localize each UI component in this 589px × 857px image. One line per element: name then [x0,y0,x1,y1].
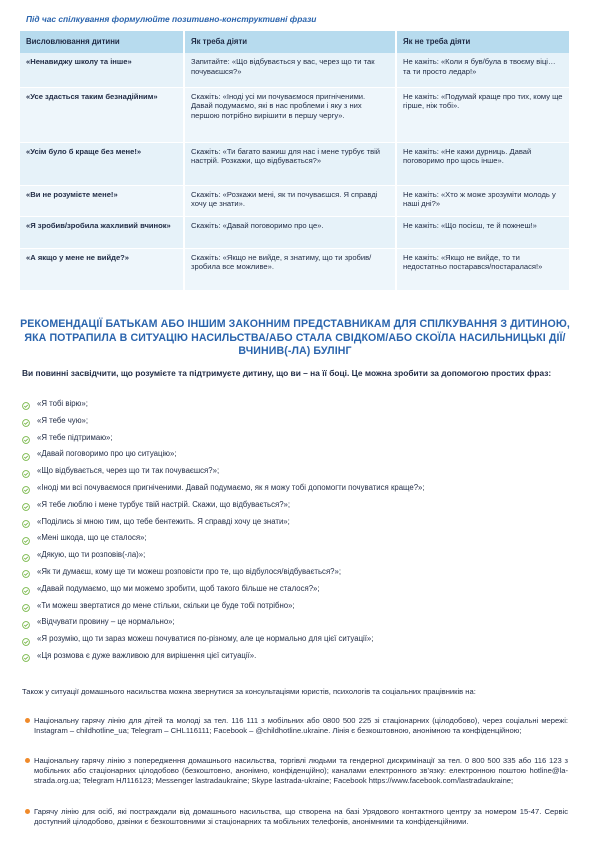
phrase-text: «Відчувати провину – це нормально»; [37,617,175,627]
table-header-row [20,31,570,53]
check-circle-icon [22,417,30,425]
table-row [20,248,570,290]
phrase-text: «Іноді ми всі почуваємося пригніченими. Давай подумаємо, як я можу тобі допомогти почуватися краще?»; [37,482,425,492]
table-row [20,87,570,142]
check-circle-icon [22,552,30,560]
hotline-text: Гарячу лінію для осіб, які постраждали від домашнього насильства, що створена на базі Урядового контактного центру за номером 15-47. Сервіс доступний цілодобово, дзвінки є безкоштовними зі стаціонарних та мобільних телефонів, анонімними та конфіденційними. [34,807,568,826]
phrases-table [20,31,571,291]
list-item [22,581,570,598]
how-not-to-act-cell: Не кажіть: «Що посієш, те й пожнеш!» [396,216,570,248]
check-circle-icon [22,400,30,408]
list-item [22,396,570,413]
how-not-to-act-cell: Не кажіть: «Коли я був/була в твоєму віці… та ти просто ледар!» [396,53,570,87]
list-item [22,497,570,514]
check-circle-icon [22,468,30,476]
list-item [22,614,570,631]
check-circle-icon [22,652,30,660]
lead-paragraph: Ви повинні засвідчити, що розумієте та підтримуєте дитину, що ви – на її боці. Це можна зробити за допомогою простих фраз: [22,368,552,378]
child-statement-cell: «Ви не розумієте мене!» [20,185,184,216]
check-circle-icon [22,585,30,593]
phrase-text: «Давай поговоримо про цю ситуацію»; [37,449,177,459]
how-to-act-cell: Запитайте: «Що відбувається у вас, через що ти так почуваєшся?» [184,53,396,87]
list-item [22,631,570,648]
header-child-statement: Висловлювання дитини [20,31,184,53]
recommendations-title: РЕКОМЕНДАЦІЇ БАТЬКАМ АБО ІНШИМ ЗАКОННИМ ПРЕДСТАВНИКАМ ДЛЯ СПІЛКУВАННЯ З ДИТИНОЮ, ЯКА ПОТРАПИЛА В СИТУАЦІЮ НАСИЛЬСТВА/АБО СТАЛА СВІДКОМ/АБО СКОЇЛА НАСИЛЬНИЦЬКІ ДІЇ/ВЧИНИВ(-ЛА) БУЛІНГ [20,318,570,358]
child-statement-cell: «Усім було б краще без мене!» [20,142,184,185]
how-to-act-cell: Скажіть: «Давай поговоримо про це». [184,216,396,248]
hotline-text: Національну гарячу лінію для дітей та молоді за тел. 116 111 з мобільних або 0800 500 225 зі стаціонарних (цілодобово), через соціальні мережі: Instagram – childhotline_ua; Telegram – CHL116111; Facebook – @childhotline.ukraine. Лінія є безкоштовною, анонімною та конфіденційною; [34,716,568,735]
table-row [20,185,570,216]
phrase-text: «Ця розмова є дуже важливою для вирішення цієї ситуації». [37,650,257,660]
phrase-text: «Дякую, що ти розповів(-ла)»; [37,550,146,560]
hotline-item [34,716,568,736]
list-item [22,446,570,463]
how-not-to-act-cell: Не кажіть: «Хто ж може зрозуміти молодь у наші дні?» [396,185,570,216]
also-paragraph: Також у ситуації домашнього насильства можна звернутися за консультаціями юристів, психологів та соціальних працівників на: [22,687,476,696]
check-circle-icon [22,451,30,459]
header-how-to-act: Як треба діяти [184,31,396,53]
list-item [22,413,570,430]
how-not-to-act-cell: Не кажіть: «Не кажи дурниць. Давай поговоримо про щось інше». [396,142,570,185]
phrase-list [22,396,570,665]
check-circle-icon [22,602,30,610]
list-item [22,430,570,447]
how-to-act-cell: Скажіть: «Ти багато важиш для нас і мене турбує твій настрій. Розкажи, що відбувається?» [184,142,396,185]
header-how-not-to-act: Як не треба діяти [396,31,570,53]
child-statement-cell: «Я зробив/зробила жахливий вчинок» [20,216,184,248]
list-item [22,598,570,615]
check-circle-icon [22,434,30,442]
check-circle-icon [22,619,30,627]
how-to-act-cell: Скажіть: «Якщо не вийде, я знатиму, що ти зробив/зробила все можливе». [184,248,396,290]
child-statement-cell: «А якщо у мене не вийде?» [20,248,184,290]
list-item [22,480,570,497]
check-circle-icon [22,518,30,526]
hotline-item [34,807,568,827]
hotline-text: Національну гарячу лінію з попередження домашнього насильства, торгівлі людьми та гендерної дискримінації за тел. 0 800 500 335 або 116 123 з мобільних або стаціонарних цілодобово (безкоштовно, анонімно, конфіденційно); каналами електронного зв’язку: електронною поштою hotline@la-strada.org.ua; Telegram НЛ116123; Messenger lastradaukraine; Skype lastrada-ukraine; Facebook https://www.facebook.com/lastradaukraine; [34,756,568,785]
list-item [22,530,570,547]
check-circle-icon [22,535,30,543]
phrase-text: «Я розумію, що ти зараз можеш почуватися по-різному, але це нормально для цієї ситуації»; [37,634,374,644]
list-item [22,564,570,581]
check-circle-icon [22,501,30,509]
list-item [22,648,570,665]
intro-title: Під час спілкування формулюйте позитивно-конструктивні фрази [26,14,317,24]
list-item [22,547,570,564]
phrase-text: «Мені шкода, що це сталося»; [37,533,147,543]
orange-bullet-icon [25,809,30,814]
how-not-to-act-cell: Не кажіть: «Подумай краще про тих, кому ще гірше, ніж тобі». [396,87,570,142]
how-to-act-cell: Скажіть: «Розкажи мені, як ти почуваєшся. Я справді хочу це знати». [184,185,396,216]
phrase-text: «Поділись зі мною тим, що тебе бентежить. Я справді хочу це знати»; [37,516,290,526]
how-to-act-cell: Скажіть: «Іноді усі ми почуваємося пригніченими. Давай подумаємо, які в нас проблеми і яку з них першою потрібно вирішити в першу чергу». [184,87,396,142]
phrase-text: «Я тобі вірю»; [37,399,88,408]
how-not-to-act-cell: Не кажіть: «Якщо не вийде, то ти недостатньо постарався/постаралася!» [396,248,570,290]
list-item [22,463,570,480]
check-circle-icon [22,484,30,492]
table-row [20,216,570,248]
child-statement-cell: «Усе здасться таким безнадійним» [20,87,184,142]
check-circle-icon [22,636,30,644]
phrase-text: «Як ти думаєш, кому ще ти можеш розповісти про те, що відбулося/відбувається?»; [37,566,342,576]
orange-bullet-icon [25,718,30,723]
check-circle-icon [22,568,30,576]
table-row [20,53,570,87]
phrase-text: «Я тебе підтримаю»; [37,432,113,442]
phrase-text: «Я тебе чую»; [37,415,89,425]
child-statement-cell: «Ненавиджу школу та інше» [20,53,184,87]
orange-bullet-icon [25,758,30,763]
phrase-text: «Я тебе люблю і мене турбує твій настрій. Скажи, що відбувається?»; [37,499,291,509]
phrase-text: «Давай подумаємо, що ми можемо зробити, щоб такого більше не сталося?»; [37,583,320,593]
phrase-text: «Що відбувається, через що ти так почуваєшся?»; [37,466,220,476]
table-row [20,142,570,185]
phrase-text: «Ти можеш звертатися до мене стільки, скільки це буде тобі потрібно»; [37,600,295,610]
list-item [22,514,570,531]
hotline-item [34,756,568,786]
